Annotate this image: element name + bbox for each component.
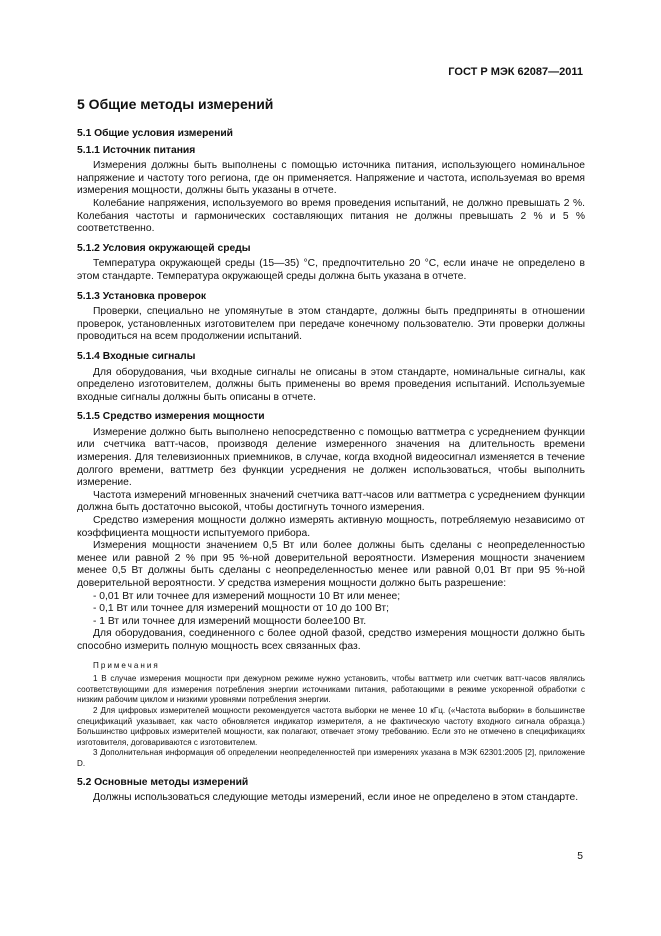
list-item: - 0,01 Вт или точнее для измерений мощности 10 Вт или менее; bbox=[93, 590, 401, 602]
subsection-5-1-5: 5.1.5 Средство измерения мощности bbox=[77, 411, 265, 423]
section-title: 5 Общие методы измерений bbox=[77, 96, 274, 112]
note: 1 В случае измерения мощности при дежурном режиме нужно установить, чтобы ваттметр или счетчик ватт-часов являлись соответствующими для измерения потребления энергии источниками питания, работающими в режиме ускоренной обработки с низким рабочим циклом и низкими уровнями потребления энергии. bbox=[77, 674, 585, 705]
subsection-5-2: 5.2 Основные методы измерений bbox=[77, 776, 249, 788]
resolution-list bbox=[77, 591, 585, 629]
subsection-5-1-2: 5.1.2 Условия окружающей среды bbox=[77, 242, 251, 254]
note: 2 Для цифровых измерителей мощности рекомендуется частота выборки не менее 10 кГц. («Частота выборки» в большинстве спецификаций указывает, как часто обновляется индикатор измерителя, а не фактическую частоту входного сигнала образца.) Большинство цифровых измерителей мощности, как полагают, отвечает этому требованию. Если это не отмечено в спецификациях изготовителя, договариваются с изготовителем. bbox=[77, 705, 585, 747]
subsection-5-1: 5.1 Общие условия измерений bbox=[77, 128, 234, 139]
note: 3 Дополнительная информация об определении неопределенностей при измерениях указана в МЭК 62301:2005 [2], приложение D. bbox=[77, 748, 585, 768]
paragraph: Измерение должно быть выполнено непосредственно с помощью ваттметра с усреднением функции или счетчика ватт-часов, производя деление измеренного значения на длительность времени измерения. Для телевизионных приемников, в случае, когда входной видеосигнал изменяется в течение долгого времени, ваттметр без функции усреднения не должен использоваться, чтобы выполнить измерение. bbox=[77, 426, 585, 489]
paragraph: Для оборудования, чьи входные сигналы не описаны в этом стандарте, номинальные сигналы, как определено изготовителем, должны быть применены во время проведения испытаний. Используемые входные сигналы должны быть описаны в отчете. bbox=[77, 366, 585, 403]
page-number: 5 bbox=[577, 851, 583, 862]
paragraph: Для оборудования, соединенного с более одной фазой, средство измерения мощности должно быть способно измерить полную мощность всех связанных фаз. bbox=[77, 628, 585, 652]
subsection-5-1-3: 5.1.3 Установка проверок bbox=[77, 290, 207, 302]
list-item: - 0,1 Вт или точнее для измерений мощности от 10 до 100 Вт; bbox=[93, 603, 389, 615]
notes-title: Примечания bbox=[93, 660, 160, 670]
paragraph: Колебание напряжения, используемого во время проведения испытаний, не должно превышать 2 %. Колебания частоты и гармонических составляющих питания не должны превышать 2 % и 5 % соответственно. bbox=[77, 197, 585, 235]
subsection-5-1-1: 5.1.1 Источник питания bbox=[77, 144, 196, 156]
body-text bbox=[77, 128, 585, 805]
paragraph: Средство измерения мощности должно измерять активную мощность, потребляемую независимо от коэффициента мощности испытуемого прибора. bbox=[77, 515, 585, 539]
paragraph: Измерения должны быть выполнены с помощью источника питания, использующего номинальное напряжение и частоту того региона, где он применяется. Напряжение и частота, используемая во время измерения мощности, должны быть указаны в отчете. bbox=[77, 160, 585, 197]
paragraph: Температура окружающей среды (15—35) °С, предпочтительно 20 °С, если иначе не определено в этом стандарте. Температура окружающей среды должна быть указана в отчете. bbox=[77, 258, 585, 282]
document-header: ГОСТ Р МЭК 62087—2011 bbox=[448, 66, 583, 78]
paragraph: Измерения мощности значением 0,5 Вт или более должны быть сделаны с неопределенностью менее или равной 2 % при 95 %-ной доверительной вероятности. Измерения мощности значением менее 0,5 Вт должны быть сделаны с неопределенностью менее или равной 0,01 Вт при 95 %-ной доверительной вероятности. У средства измерения мощности должно быть разрешение: bbox=[77, 540, 585, 589]
subsection-5-1-4: 5.1.4 Входные сигналы bbox=[77, 350, 196, 362]
paragraph: Частота измерений мгновенных значений счетчика ватт-часов или ваттметра с усреднением функции должна быть достаточно высокой, чтобы достигнуть точного измерения. bbox=[77, 489, 585, 514]
paragraph: Должны использоваться следующие методы измерений, если иное не определено в этом стандарте. bbox=[93, 792, 579, 804]
list-item: - 1 Вт или точнее для измерений мощности более100 Вт. bbox=[93, 615, 367, 627]
paragraph: Проверки, специально не упомянутые в этом стандарте, должны быть предприняты в отношении проверок, установленных изготовителем при передаче конечному пользователю. Эти проверки должны проводиться на всем продолжении испытаний. bbox=[77, 306, 585, 343]
